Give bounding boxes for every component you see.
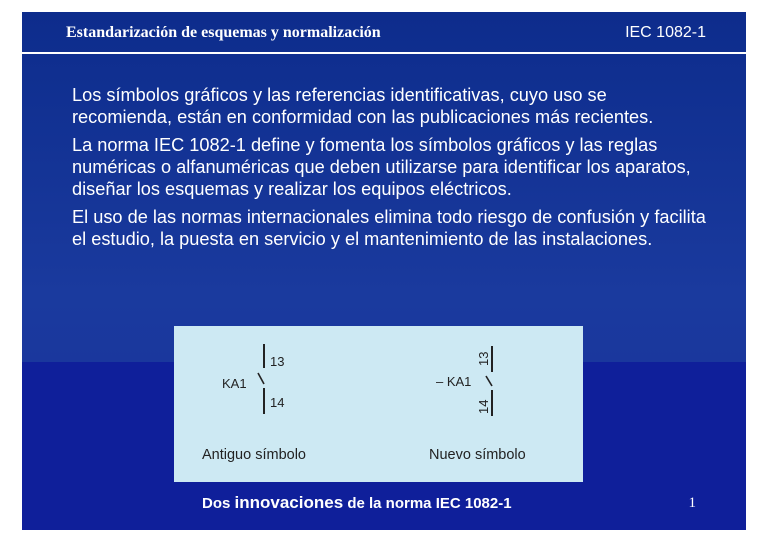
old-terminal-top: 13 xyxy=(270,354,285,369)
old-terminal-bottom: 14 xyxy=(270,395,285,410)
paragraph-1: Los símbolos gráficos y las referencias identificativas, cuyo uso se recomienda, están en conformidad con las publicaciones más recientes. xyxy=(72,85,654,127)
body-text xyxy=(72,84,708,256)
new-terminal-top: 13 xyxy=(476,351,491,366)
new-caption: Nuevo símbolo xyxy=(429,447,526,463)
caption-pre: Dos xyxy=(202,495,231,512)
header-divider xyxy=(22,52,746,54)
new-terminal-bottom: 14 xyxy=(476,399,491,414)
paragraph-3: El uso de las normas internacionales elimina todo riesgo de confusión y facilita el estudio, la puesta en servicio y el mantenimiento de las instalaciones. xyxy=(72,207,706,249)
symbol-diagram xyxy=(174,326,583,482)
page-number: 1 xyxy=(688,495,696,511)
symbol-figure xyxy=(174,326,583,482)
slide-title: Estandarización de esquemas y normalización xyxy=(66,24,381,41)
paragraph-2: La norma IEC 1082-1 define y fomenta los símbolos gráficos y las reglas numéricas o alfanuméricas que deben utilizarse para identificar los aparatos, diseñar los esquemas y realizar los equipos eléctricos. xyxy=(72,135,691,199)
old-contact-symbol xyxy=(258,344,264,414)
old-caption: Antiguo símbolo xyxy=(202,447,306,463)
new-label: – KA1 xyxy=(436,374,472,389)
slide xyxy=(22,12,746,530)
figure-caption xyxy=(202,493,512,513)
old-label: KA1 xyxy=(222,376,247,391)
caption-emphasis: innovaciones xyxy=(234,493,344,512)
standard-code: IEC 1082-1 xyxy=(625,24,706,41)
caption-post: de la norma IEC 1082-1 xyxy=(347,495,512,512)
